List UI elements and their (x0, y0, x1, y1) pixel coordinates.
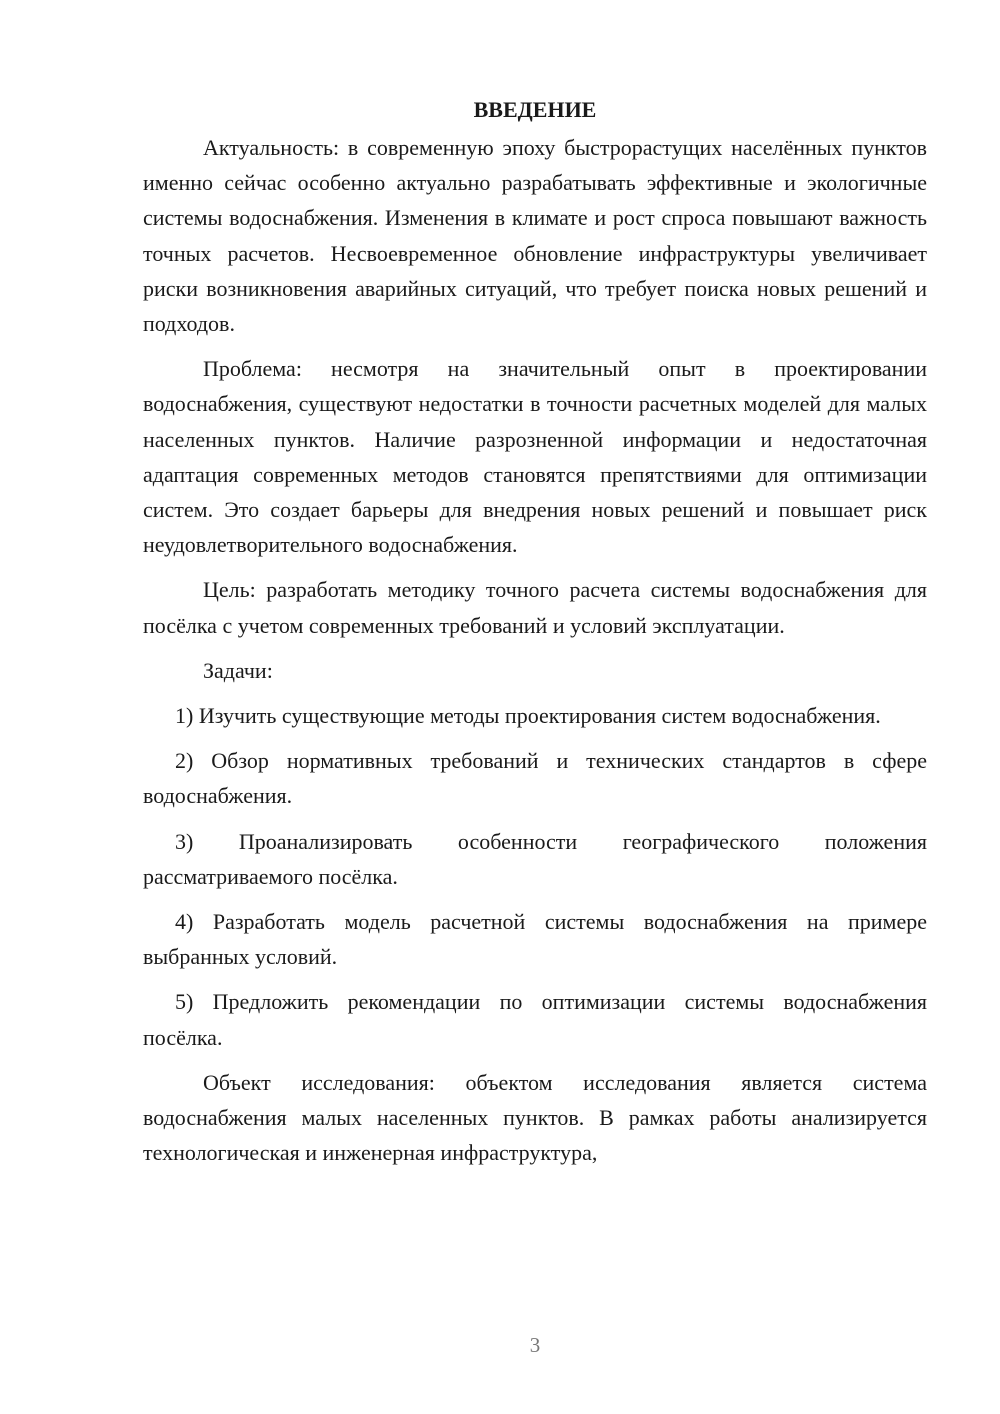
tasks-heading: Задачи: (203, 657, 273, 683)
task-item: 5) Предложить рекомендации по оптимизации системы водоснабжения посёлка. (143, 989, 927, 1050)
paragraph-goal: Цель: разработать методику точного расчета системы водоснабжения для посёлка с учетом современных требований и условий эксплуатации. (143, 577, 927, 638)
paragraph-problem: Проблема: несмотря на значительный опыт в проектировании водоснабжения, существуют недостатки в точности расчетных моделей для малых населенных пунктов. Наличие разрозненной информации и недостаточная адаптация современных методов становятся препятствиями для оптимизации систем. Это создает барьеры для внедрения новых решений и повышает риск неудовлетворительного водоснабжения. (143, 356, 927, 558)
task-item: 1) Изучить существующие методы проектирования систем водоснабжения. (175, 703, 881, 729)
document-page (143, 90, 927, 1180)
task-item: 3) Проанализировать особенности географического положения рассматриваемого посёлка. (143, 828, 927, 889)
page-number: 3 (529, 1333, 541, 1357)
task-item: 4) Разработать модель расчетной системы водоснабжения на примере выбранных условий. (143, 909, 927, 970)
paragraph-relevance: Актуальность: в современную эпоху быстрорастущих населённых пунктов именно сейчас особенно актуально разрабатывать эффективные и экологичные системы водоснабжения. Изменения в климате и рост спроса повышают важность точных расчетов. Несвоевременное обновление инфраструктуры увеличивает риски возникновения аварийных ситуаций, что требует поиска новых решений и подходов. (143, 135, 927, 337)
task-item: 2) Обзор нормативных требований и технических стандартов в сфере водоснабжения. (143, 748, 927, 809)
section-title: ВВЕДЕНИЕ (473, 97, 597, 122)
paragraph-object: Объект исследования: объектом исследования является система водоснабжения малых населенных пунктов. В рамках работы анализируется технологическая и инженерная инфраструктура, (143, 1069, 927, 1166)
